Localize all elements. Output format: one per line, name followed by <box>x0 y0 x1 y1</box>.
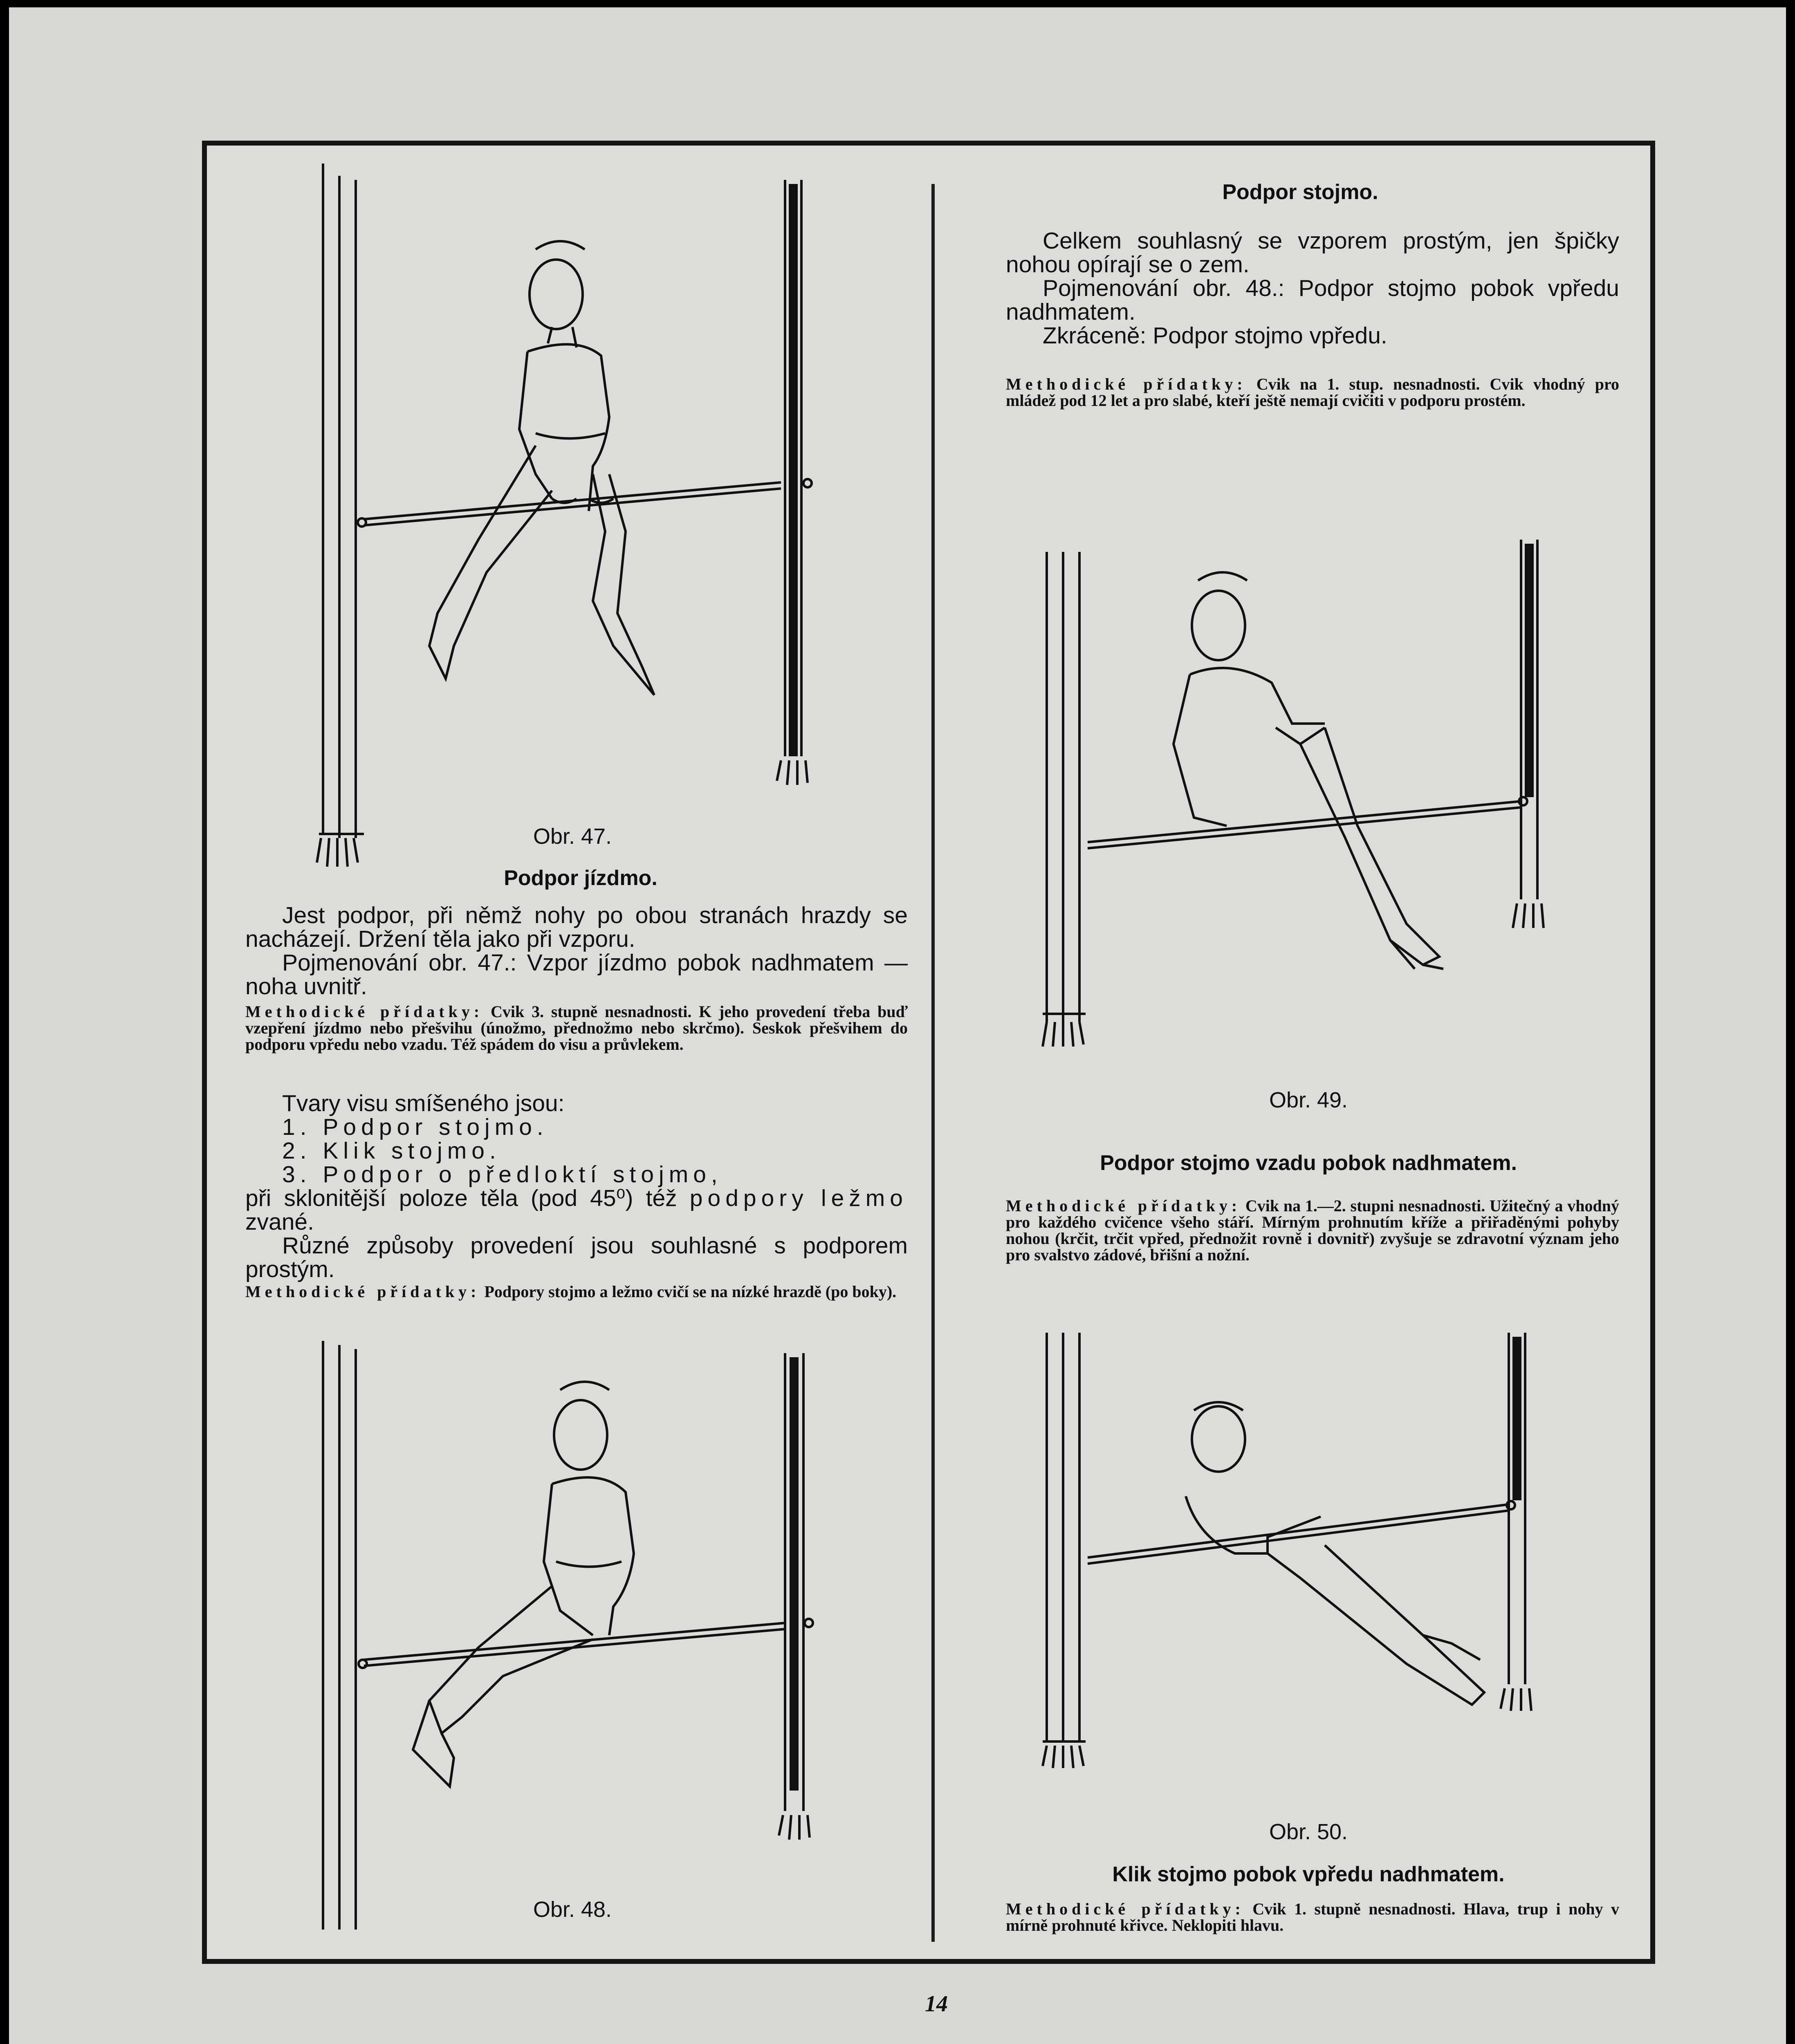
figure-47-illustration <box>307 164 859 883</box>
note-text: Cvik 3. stupně nesnadnosti. K jeho provedení třeba buď vzepření jízdmo nebo přešvihu (únožmo, přednožmo nebo skrčmo). Seskok přešvihem do podporu vpředu nebo vzadu. Též spádem do visu a průvlekem. <box>245 1002 908 1053</box>
forms-last: Různé způsoby provedení jsou souhlasné s podporem prostým. <box>245 1233 908 1282</box>
figure-49-title: Podpor stojmo vzadu pobok nadhmatem. <box>1100 1151 1517 1175</box>
forms-term-lezmo: ležmo <box>821 1185 908 1211</box>
figure-50-illustration <box>1039 1325 1570 1827</box>
paragraph: Zkráceně: Podpor stojmo vpředu. <box>1043 323 1387 349</box>
figure-48-illustration <box>307 1341 859 1938</box>
note-label: Methodické přídatky: <box>1006 1900 1245 1918</box>
paragraph: Pojmenování obr. 47.: Vzpor jízdmo pobok nadhmatem — noha uvnitř. <box>245 950 908 1000</box>
note-text: Podpory stojmo a ležmo cvičí se na nízké hrazdě (po boky). <box>484 1282 897 1301</box>
paragraph: Jest podpor, při němž nohy po obou stranách hrazdy se nacházejí. Držení těla jako při vzporu. <box>245 902 908 952</box>
forms-intro: Tvary visu smíšeného jsou: <box>282 1090 565 1116</box>
left-text-block <box>245 903 908 998</box>
column-divider <box>931 184 935 1942</box>
note-label: Methodické přídatky: <box>1006 375 1247 393</box>
note-text: Cvik na 1.—2. stupni nesnadnosti. Užitečný a vhodný pro každého cvičence všeho stáří. Mírným prohnutím kříže a přiřaděnými pohyby nohou (krčit, trčit vpřed, přednožit rovně i dovnitř) zvyšuje se zdravotní význam jeho pro svalstvo zádové, břišní a nožní. <box>1006 1197 1619 1264</box>
figure-49-illustration <box>1039 531 1570 1055</box>
note-label: Methodické přídatky: <box>245 1002 484 1021</box>
page-number: 14 <box>925 1991 948 2017</box>
methodical-note-3 <box>1006 376 1619 409</box>
methodical-note-5 <box>1006 1901 1619 1934</box>
methodical-note-2 <box>245 1284 908 1300</box>
note-text: Cvik 1. stupně nesnadnosti. Hlava, trup i nohy v mírně prohnuté křivce. Neklopiti hlavu. <box>1006 1900 1620 1934</box>
figure-50-title: Klik stojmo pobok vpředu nadhmatem. <box>1112 1862 1505 1886</box>
forms-term-podpory: podpory <box>689 1185 808 1211</box>
section-title-podpor-stojmo: Podpor stojmo. <box>1222 180 1378 204</box>
forms-item-2: 2. Klik stojmo. <box>282 1138 501 1164</box>
note-label: Methodické přídatky: <box>1006 1197 1241 1215</box>
figure-47-caption: Obr. 47. <box>533 824 612 849</box>
figure-48-caption: Obr. 48. <box>533 1897 612 1922</box>
forms-continuation: při sklonitější poloze těla (pod 45⁰) též <box>245 1185 677 1211</box>
right-text-block <box>1006 229 1619 347</box>
forms-item-1: 1. Podpor stojmo. <box>282 1114 548 1140</box>
note-label: Methodické přídatky: <box>245 1282 480 1301</box>
figure-47-title: Podpor jízdmo. <box>504 866 657 890</box>
methodical-note-1 <box>245 1004 908 1053</box>
forms-item-3: 3. Podpor o předloktí stojmo, <box>282 1161 722 1188</box>
paragraph: Celkem souhlasný se vzporem prostým, jen špičky nohou opírají se o zem. <box>1006 228 1619 278</box>
methodical-note-4 <box>1006 1198 1619 1263</box>
figure-50-caption: Obr. 50. <box>1269 1820 1348 1844</box>
note-text: Cvik na 1. stup. nesnadnosti. Cvik vhodný pro mládež pod 12 let a pro slabé, kteří ještě nemají cvičiti v podporu prostém. <box>1006 375 1619 410</box>
forms-list <box>245 1091 908 1281</box>
paragraph: Pojmenování obr. 48.: Podpor stojmo pobok vpředu nadhmatem. <box>1006 275 1619 325</box>
figure-49-caption: Obr. 49. <box>1269 1088 1348 1112</box>
forms-continuation-end: zvané. <box>245 1209 314 1235</box>
